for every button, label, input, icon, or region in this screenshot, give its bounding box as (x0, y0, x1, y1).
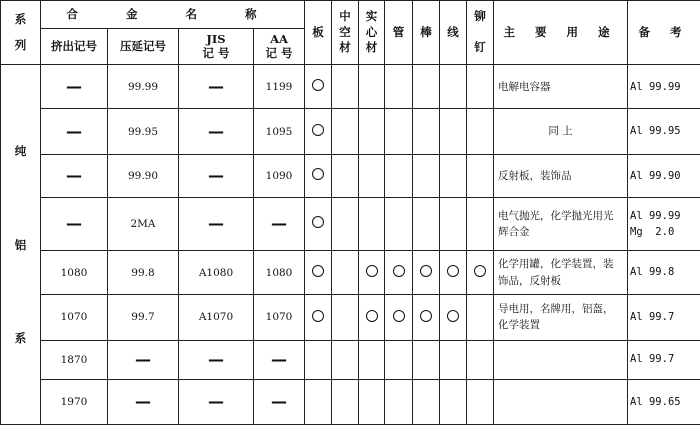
rivet-mark-cell (467, 250, 494, 294)
series-label-char: 系 (14, 331, 27, 346)
header-rivet (467, 1, 494, 65)
series-label-cell (1, 65, 41, 425)
header-tube: 管 (385, 1, 413, 65)
jis-code-cell (179, 65, 254, 109)
plate-mark-cell (305, 109, 332, 154)
rolling-code-cell (108, 109, 179, 154)
header-solid-char: 材 (365, 40, 378, 55)
circle-mark-icon (312, 79, 324, 91)
header-series (1, 1, 41, 65)
circle-mark-icon (312, 310, 324, 322)
rod-mark-cell (413, 295, 440, 340)
extrusion-code-value: — (66, 122, 82, 141)
circle-mark-icon (447, 310, 459, 322)
remark-cell: Al 99.95 (628, 109, 700, 154)
header-aa-line2: 记 号 (265, 45, 293, 60)
wire-mark-cell (440, 65, 467, 109)
header-series-top: 系 (14, 12, 27, 27)
remark-cell: Al 99.90 (628, 154, 700, 197)
hollow-mark-cell (332, 65, 359, 109)
rolling-code-cell (108, 65, 179, 109)
rolling-code-value: 99.95 (127, 125, 159, 138)
rivet-mark-cell (467, 379, 494, 424)
main-use-cell: 反射板，装饰品 (494, 154, 628, 197)
table-row (1, 295, 700, 340)
table-row (1, 197, 700, 250)
extrusion-code-cell (41, 109, 108, 154)
rolling-code-cell (108, 197, 179, 250)
extrusion-code-value: 1070 (60, 311, 88, 324)
aa-code-cell (254, 295, 305, 340)
circle-mark-icon (420, 310, 432, 322)
header-hollow-char: 空 (339, 24, 351, 39)
extrusion-code-cell (41, 197, 108, 250)
jis-code-cell (179, 109, 254, 154)
series-label-char: 铝 (14, 237, 27, 252)
circle-mark-icon (366, 265, 378, 277)
solid-mark-cell (359, 154, 385, 197)
series-label (1, 65, 40, 424)
main-use-cell (494, 340, 628, 379)
remark-cell: Al 99.8 (628, 250, 700, 294)
extrusion-code-value: 1080 (60, 266, 88, 279)
rod-mark-cell (413, 154, 440, 197)
jis-code-value: A1080 (198, 266, 234, 279)
wire-mark-cell (440, 154, 467, 197)
jis-code-cell (179, 154, 254, 197)
jis-code-cell (179, 250, 254, 294)
solid-mark-cell (359, 379, 385, 424)
table-row (1, 154, 700, 197)
aa-code-cell (254, 109, 305, 154)
remark-cell: Al 99.99 (628, 65, 700, 109)
circle-mark-icon (312, 168, 324, 180)
remark-cell: Al 99.65 (628, 379, 700, 424)
aa-code-cell (254, 197, 305, 250)
hollow-mark-cell (332, 109, 359, 154)
rolling-code-value: — (135, 350, 151, 370)
jis-code-value: — (208, 77, 224, 97)
extrusion-code-value: 1970 (60, 395, 88, 408)
extrusion-code-value: — (66, 77, 82, 97)
header-rivet-char: 钉 (474, 40, 486, 55)
wire-mark-cell (440, 340, 467, 379)
rolling-code-value: — (135, 392, 151, 412)
aa-code-value: — (271, 350, 287, 370)
header-wire: 线 (440, 1, 467, 65)
solid-mark-cell (359, 340, 385, 379)
plate-mark-cell (305, 250, 332, 294)
table-row (1, 65, 700, 109)
extrusion-code-value: 1870 (60, 353, 88, 366)
header-rod: 棒 (413, 1, 440, 65)
table-row (1, 340, 700, 379)
jis-code-value: — (208, 392, 224, 412)
rivet-mark-cell (467, 154, 494, 197)
rolling-code-value: 99.8 (131, 266, 155, 279)
header-hollow (332, 1, 359, 65)
plate-mark-cell (305, 154, 332, 197)
plate-mark-cell (305, 340, 332, 379)
wire-mark-cell (440, 295, 467, 340)
series-label-char: 纯 (14, 143, 27, 158)
jis-code-value: A1070 (198, 311, 234, 324)
extrusion-code-cell (41, 154, 108, 197)
aa-code-value: — (271, 214, 287, 234)
header-hollow-char: 中 (339, 9, 351, 24)
aa-code-value: 1095 (265, 125, 293, 138)
rolling-code-value: 2MA (130, 217, 156, 230)
tube-mark-cell (385, 154, 413, 197)
aa-code-cell (254, 65, 305, 109)
rod-mark-cell (413, 379, 440, 424)
extrusion-code-cell (41, 379, 108, 424)
rolling-code-cell (108, 379, 179, 424)
rod-mark-cell (413, 250, 440, 294)
header-main-use: 主 要 用 途 (494, 1, 628, 65)
aa-code-cell (254, 250, 305, 294)
hollow-mark-cell (332, 340, 359, 379)
solid-mark-cell (359, 109, 385, 154)
header-aa-line1: AA (270, 32, 288, 47)
header-jis-line2: 记 号 (202, 45, 230, 60)
circle-mark-icon (393, 310, 405, 322)
circle-mark-icon (447, 265, 459, 277)
aa-code-cell (254, 340, 305, 379)
header-series-bottom: 列 (14, 37, 27, 52)
tube-mark-cell (385, 379, 413, 424)
rivet-mark-cell (467, 295, 494, 340)
hollow-mark-cell (332, 295, 359, 340)
circle-mark-icon (420, 265, 432, 277)
circle-mark-icon (312, 124, 324, 136)
circle-mark-icon (312, 265, 324, 277)
main-use-cell: 电解电容器 (494, 65, 628, 109)
rolling-code-cell (108, 250, 179, 294)
rolling-code-value: 99.7 (131, 311, 155, 324)
header-rivet-char: 铆 (474, 9, 486, 24)
aa-code-value: 1199 (265, 80, 293, 93)
header-jis-line1: JIS (206, 32, 226, 47)
main-use-cell: 同 上 (494, 109, 628, 154)
table-body (1, 65, 700, 425)
rod-mark-cell (413, 65, 440, 109)
header-alloy-name: 合 金 名 称 (41, 1, 305, 29)
jis-code-cell (179, 295, 254, 340)
header-plate: 板 (305, 1, 332, 65)
rolling-code-value: 99.90 (127, 169, 159, 182)
main-use-cell (494, 379, 628, 424)
header-extrusion-code: 挤出记号 (41, 29, 108, 65)
rolling-code-cell (108, 340, 179, 379)
aa-code-cell (254, 154, 305, 197)
tube-mark-cell (385, 65, 413, 109)
jis-code-cell (179, 379, 254, 424)
solid-mark-cell (359, 197, 385, 250)
tube-mark-cell (385, 109, 413, 154)
header-solid-char: 实 (365, 9, 378, 24)
wire-mark-cell (440, 379, 467, 424)
circle-mark-icon (366, 310, 378, 322)
tube-mark-cell (385, 250, 413, 294)
rolling-code-cell (108, 295, 179, 340)
aa-code-value: 1080 (265, 266, 293, 279)
circle-mark-icon (312, 216, 324, 228)
hollow-mark-cell (332, 379, 359, 424)
rolling-code-value: 99.99 (127, 80, 159, 93)
aa-code-cell (254, 379, 305, 424)
rivet-mark-cell (467, 109, 494, 154)
header-remarks: 备 考 (628, 1, 700, 65)
plate-mark-cell (305, 295, 332, 340)
rod-mark-cell (413, 340, 440, 379)
table-row (1, 379, 700, 424)
aa-code-value: 1070 (265, 311, 293, 324)
jis-code-value: — (208, 122, 224, 141)
header-jis-code (179, 29, 254, 65)
aa-code-value: 1090 (265, 169, 293, 182)
header-solid-char: 心 (365, 24, 378, 39)
extrusion-code-cell (41, 340, 108, 379)
tube-mark-cell (385, 197, 413, 250)
extrusion-code-cell (41, 65, 108, 109)
rivet-mark-cell (467, 197, 494, 250)
header-solid (359, 1, 385, 65)
main-use-cell: 化学用罐，化学装置，装饰品，反射板 (494, 250, 628, 294)
main-use-cell: 电气抛光，化学抛光用光辉合金 (494, 197, 628, 250)
plate-mark-cell (305, 197, 332, 250)
jis-code-cell (179, 197, 254, 250)
remark-cell: Al 99.99 Mg 2.0 (628, 197, 700, 250)
rod-mark-cell (413, 197, 440, 250)
rivet-mark-cell (467, 65, 494, 109)
circle-mark-icon (393, 265, 405, 277)
jis-code-value: — (208, 214, 224, 234)
hollow-mark-cell (332, 250, 359, 294)
table-row (1, 250, 700, 294)
plate-mark-cell (305, 65, 332, 109)
plate-mark-cell (305, 379, 332, 424)
wire-mark-cell (440, 250, 467, 294)
hollow-mark-cell (332, 154, 359, 197)
jis-code-cell (179, 340, 254, 379)
remark-cell: Al 99.7 (628, 295, 700, 340)
extrusion-code-cell (41, 250, 108, 294)
solid-mark-cell (359, 295, 385, 340)
header-aa-code (254, 29, 305, 65)
table-row (1, 109, 700, 154)
solid-mark-cell (359, 65, 385, 109)
jis-code-value: — (208, 166, 224, 186)
header-hollow-char: 材 (339, 40, 351, 55)
tube-mark-cell (385, 340, 413, 379)
remark-cell: Al 99.7 (628, 340, 700, 379)
main-use-cell: 导电用，名牌用，铝盔，化学装置 (494, 295, 628, 340)
solid-mark-cell (359, 250, 385, 294)
aa-code-value: — (271, 392, 287, 412)
tube-mark-cell (385, 295, 413, 340)
circle-mark-icon (474, 265, 486, 277)
wire-mark-cell (440, 109, 467, 154)
rolling-code-cell (108, 154, 179, 197)
hollow-mark-cell (332, 197, 359, 250)
extrusion-code-value: — (66, 214, 82, 234)
extrusion-code-cell (41, 295, 108, 340)
rivet-mark-cell (467, 340, 494, 379)
header-rolling-code: 压延记号 (108, 29, 179, 65)
jis-code-value: — (208, 350, 224, 370)
rod-mark-cell (413, 109, 440, 154)
wire-mark-cell (440, 197, 467, 250)
extrusion-code-value: — (66, 166, 82, 186)
